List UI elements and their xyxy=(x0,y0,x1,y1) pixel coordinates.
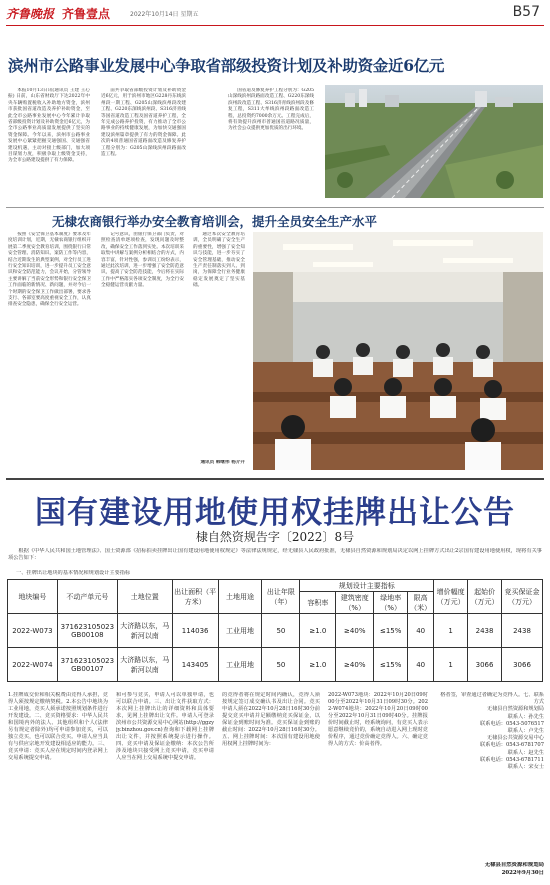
table-row xyxy=(8,614,543,648)
th-planning: 规划设计主要指标 xyxy=(300,580,434,592)
page-number: B57 xyxy=(512,4,540,20)
th-parcel-no: 地块编号 xyxy=(8,580,58,614)
cell-far: ≥1.0 xyxy=(300,614,336,648)
article1-column-2: 前共争取省部级投资计划及补助资金近6亿元，用于滨州市地区G228丹东线滨州段一期工程、G205山深线滨州段改建工程、G220东深线滨州段、S316济青线等国省道改造工程及国省道养护工程，全年完成公路养护投资，有力推动了全市公路事业的持续健康发展，为加快交通强国建设滨州篇章提供了有力的资金保障。此次的4项普通国省道路面改造及修复养护工程分别为：G205山深线滨州段路面改造工程。 xyxy=(101,88,186,158)
cell-far: ≥1.0 xyxy=(300,648,336,682)
cell-density: ≥40% xyxy=(336,614,374,648)
cell-location: 大济路以东，马新河以南 xyxy=(117,614,172,648)
cell-area: 143405 xyxy=(172,648,218,682)
cell-height: 40 xyxy=(408,648,434,682)
notice-column-5 xyxy=(436,692,544,882)
contact-line: 联系电话：0543-5076517 xyxy=(480,720,544,727)
article2-byline: 通讯员 韩继伟 杨介升 xyxy=(200,460,245,465)
cell-area: 114036 xyxy=(172,614,218,648)
parcel-table xyxy=(7,579,543,682)
th-unit-no: 不动产单元号 xyxy=(57,580,117,614)
cell-green: ≤15% xyxy=(374,614,408,648)
cell-density: ≥40% xyxy=(336,648,374,682)
th-location: 土地位置 xyxy=(117,580,172,614)
th-term: 出让年限（年） xyxy=(262,580,300,614)
contact-line: 联系人：赵先生 xyxy=(507,749,544,756)
contact-line: 联系电话：0543-6781707 xyxy=(480,742,544,749)
cell-parcel-no: 2022-W073 xyxy=(8,614,58,648)
article2-column-3: 通过本次安全教育培训，全员明确了安全生产的重要性，增强了安全知识与技能，进一步夯实了安全管理基础，推动安全生产责任制落实到人、到岗，为保障全行业务健康稳定发展奠定了坚实基础。 xyxy=(193,232,245,289)
cell-use: 工业用地 xyxy=(218,648,262,682)
cell-start-price: 2438 xyxy=(468,614,502,648)
notice-signature: 无棣县自然资源和规划局 xyxy=(484,862,544,868)
th-use: 土地用途 xyxy=(218,580,262,614)
th-area: 出让面积（平方米） xyxy=(172,580,218,614)
highway-aerial-photo xyxy=(325,85,543,198)
contact-line: 无棣县公共资源交易中心 xyxy=(486,735,544,742)
contact-line: 联系人：孙先生 xyxy=(507,713,544,720)
article1-column-3: 国省道及修复养护工程分别为：G205山深线滨州段路面改造工程、G220东深线滨州段改造工程、S316济青线滨州段及修复工程，S311大牟线滨州段路面改造工程，总投资约7000余万元。工程完成后，将有效提升滨州市普通国省道路况质量，为社会公众提供更加优质的出行环境。 xyxy=(228,88,314,132)
notice-column-2: 和可参与竞买，申请人可以单独申请，也可以联合申请。三、出让文件获取方式：本次网上挂牌出让的详细资料和具体要求，见网上挂牌出让文件。申请人可登录滨州市公共资源交易中心网站(http://ggzyjy.binzhou.gov.cn)查询和下载网上挂牌出让文件，并按照系统提示进行操作。四、竞买申请及保证金缴纳：本次公告所涉及地块只接受网上竞买申请，竞买申请人应当在网上交易系统中提交申请。 xyxy=(116,692,214,761)
table-row xyxy=(8,648,543,682)
th-increment: 增价幅度（万元） xyxy=(434,580,468,614)
notice-title: 国有建设用地使用权挂牌出让公告 xyxy=(35,495,515,531)
notice-intro: 根据《中华人民共和国土地管理法》、国土资源部《招标拍卖挂牌出让国有建设用地使用权规定》等法律法规规定，经无棣县人民政府批准，无棣县自然资源和规划局决定以网上挂牌方式出让2宗国有建设用地使用权，现将有关事项公告如下： xyxy=(8,548,542,561)
training-session-photo xyxy=(253,232,543,470)
notice-section-1: 一、挂牌出让地块的基本情况和规划设计主要指标 xyxy=(16,570,131,576)
contact-line: 联系人：卢先生 xyxy=(507,728,544,735)
contact-line: 联系人：宋女士 xyxy=(507,764,544,771)
th-far: 容积率 xyxy=(300,592,336,614)
cell-use: 工业用地 xyxy=(218,614,262,648)
cell-unit-no: 371623105023 GB00107 xyxy=(57,648,117,682)
cell-height: 40 xyxy=(408,614,434,648)
th-green: 绿地率（%） xyxy=(374,592,408,614)
article2-column-1: 按照《安全保卫基本制度》要求及年度培训计划，近期，无棣农商银行组织开展第二季度安全教育培训，围绕银行日常安全管理、消防知识、案防工作等内容，结合近期发生的典型案例，对全行员工进行安全知识培训，进一步提升员工安全意识和安全防范能力，会议开始，分管领导主要讲解了当前安全形势和银行安全保卫工作面临的新情况、新问题，并对今后一个时期的安全保卫工作做出部署，要求各支行、各部室要高度重视安全工作，认真排查安全隐患，确保全行安全运营。 xyxy=(8,232,91,308)
app-logo: 齐鲁壹点 xyxy=(62,7,111,21)
cell-term: 50 xyxy=(262,614,300,648)
section-divider xyxy=(6,207,544,208)
article2-column-2: 记号意识，由银行保卫部门负责，对照检查清单逐项检查，发现问题及时整改，确保安全工作落到实处。本次培训采取集中讲解与案例分析相结合的方式，内容丰富，针对性强，参训员工纷纷表示，通过此次培训，进一步增强了安全防范意识，提高了安全防范技能，今后将在实际工作中严格落实各项安全制度，为全行安全稳健运营贡献力量。 xyxy=(101,232,184,289)
header-rule xyxy=(6,25,544,26)
article2-headline: 无棣农商银行举办安全教育培训会，提升全员安全生产水平 xyxy=(52,214,378,229)
notice-column-4: 2022-W073地块：2022年10月20日09时00分至2022年10月31日09时30分。2022-W074地块：2022年10月20日09时00分至2022年10月31日09时40分。挂牌报价时间截止时，经系统询问，有竞买人表示愿意继续竞价的，系统自动进入网上现时竞价程序，通过竞价确定竞得人。六、确定竞得人的方式：价高者得。 xyxy=(328,692,428,747)
th-start-price: 起始价（万元） xyxy=(468,580,502,614)
notice-column-1: 1.挂牌成交价和相关税费由竞得人承担，竞得人须按规定缴纳契税。2.本公告中地块为工业用地，竞买人须承诺按照规划条件进行开发建设。二、竞买资格要求：中华人民共和国境内外的法人、其他组织和个人(法律另有规定者除外)均可申请参加竞买，可以独立竞买，也可以联合竞买。申请人应当具有与供应宗地开发建设相适应的能力。三、竞买申请：竞买人应在规定时间内登录网上交易系统提交申请。 xyxy=(8,692,108,761)
article1-column-1: 本报10月13日讯(通讯员 王建 王心振) 日前，山东省财政厅下达2022年中央车辆购置税收入补助地方资金，滨州市获批国省道改造及养护补助资金，至此全市公路事业发展中心今年累计争取省部级投资计划及补助资金近6亿元，为全市公路事业高质量发展提供了坚实的资金保障。今年以来，滨州市公路事业发展中心紧紧把握交通强国、交通强省建设机遇，主动对接上级部门，加大项目谋划力度，积极争取上级资金支持，为全市公路建设提供了有力保障。 xyxy=(8,88,90,164)
cell-deposit: 2438 xyxy=(502,614,543,648)
th-deposit: 竞买保证金（万元） xyxy=(502,580,543,614)
notice-sign-date: 2022年9月30日 xyxy=(501,870,544,876)
cell-increment: 1 xyxy=(434,648,468,682)
cell-term: 50 xyxy=(262,648,300,682)
cell-start-price: 3066 xyxy=(468,648,502,682)
cell-green: ≤15% xyxy=(374,648,408,682)
cell-unit-no: 371623105023 GB00108 xyxy=(57,614,117,648)
cell-increment: 1 xyxy=(434,614,468,648)
notice-number: 棣自然资规告字〔2022〕8号 xyxy=(195,530,355,544)
cell-location: 大济路以东，马新河以南 xyxy=(117,648,172,682)
cell-parcel-no: 2022-W074 xyxy=(8,648,58,682)
th-height: 限高（米） xyxy=(408,592,434,614)
cell-deposit: 3066 xyxy=(502,648,543,682)
newspaper-logo: 齐鲁晚报 xyxy=(6,7,55,21)
contact-line: 联系电话：0543-6781711 xyxy=(480,756,544,763)
notice-top-rule xyxy=(6,478,544,480)
th-density: 建筑密度（%） xyxy=(336,592,374,614)
contact-heading: 格者签，审查通过者确定为竞得人。七、联系方式 xyxy=(440,692,544,706)
issue-date: 2022年10月14日 星期五 xyxy=(130,11,199,18)
article1-headline: 滨州市公路事业发展中心争取省部级投资计划及补助资金近6亿元 xyxy=(8,56,445,75)
notice-column-3: 的竞得者将在规定时间内确认，竞得人须按规定签订成交确认书及出让合同。竞买申请人须在2022年10月28日16时30分前提交竞买申请并足额缴纳竞买保证金，以保证金到账时间为准。竞买保证金到账的截止时间：2022年10月28日16时30分。五、网上挂牌时间：本次国有建设用地使用权网上挂牌时间为： xyxy=(222,692,320,747)
contact-line: 无棣县自然资源和规划局 xyxy=(486,706,544,713)
